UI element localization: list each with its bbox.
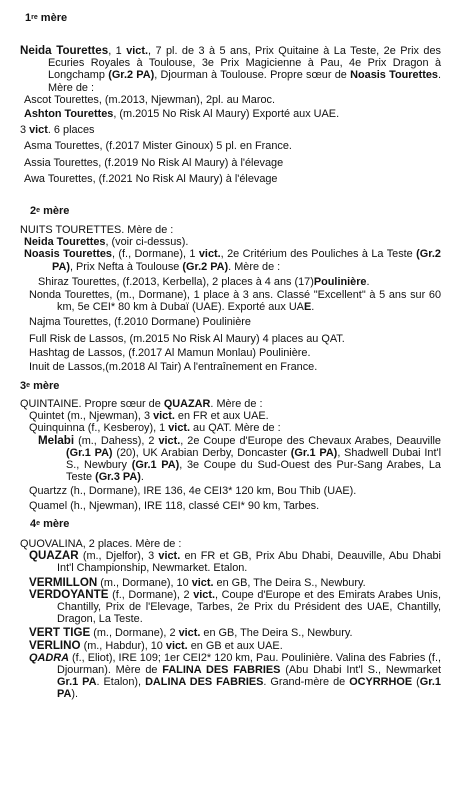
- entry-qadra: QADRA (f., Eliot), IRE 109; 1er CEI2* 120 km, Pau. Poulinière. Valina des Fabries (f., Djourman). Mère de FALINA DES FABRIES (Abu Dhabi Int'l S., Newmarket Gr.1 PA. Etalon), DALINA DES FABRIES. Grand-mère de OCYRRHOE (Gr.1 PA).: [29, 651, 441, 701]
- entry-verlino: VERLINO (m., Habdur), 10 vict. en GB et aux UAE.: [29, 638, 283, 652]
- second-dam-block: [20, 224, 441, 373]
- entry-quintet: Quintet (m., Njewman), 3 vict. en FR et aux UAE.: [29, 410, 269, 423]
- quovalina-intro: QUOVALINA, 2 places. Mère de :: [20, 538, 182, 550]
- entry-neida-ref: Neida Tourettes, (voir ci-dessus).: [24, 236, 189, 249]
- entry-asma: Asma Tourettes, (f.2017 Mister Ginoux) 5 pl. en France.: [24, 140, 292, 153]
- entry-quinquinna: Quinquinna (f., Kesberoy), 1 vict. au QAT. Mère de :: [29, 422, 281, 435]
- entry-awa: Awa Tourettes, (f.2021 No Risk Al Maury) à l'élevage: [24, 172, 278, 185]
- entry-ascot: Ascot Tourettes, (m.2013, Njewman), 2pl. au Maroc.: [24, 93, 275, 106]
- entry-quartzz: Quartzz (h., Dormane), IRE 136, 4e CEI3* 120 km, Bou Thib (UAE).: [29, 485, 357, 498]
- quintaine-intro: QUINTAINE. Propre sœur de QUAZAR. Mère de :: [20, 398, 263, 410]
- entry-shiraz: Shiraz Tourettes, (f.2013, Kerbella), 2 places à 4 ans (17)Poulinière.: [38, 275, 370, 288]
- section-heading-1: 1re mère: [25, 12, 68, 24]
- nuits-intro: NUITS TOURETTES. Mère de :: [20, 224, 174, 236]
- entry-full-risk: Full Risk de Lassos, (m.2015 No Risk Al Maury) 4 places au QAT.: [29, 332, 345, 345]
- entry-ashton: Ashton Tourettes, (m.2015 No Risk Al Maury) Exporté aux UAE.: [24, 108, 340, 121]
- section-heading-3: 3e mère: [20, 380, 60, 392]
- section-heading-2: 2e mère: [30, 205, 70, 217]
- entry-neida: Neida Tourettes, 1 vict., 7 pl. de 3 à 5 ans, Prix Quitaine à La Teste, 2e Prix des Ecuries Royales à Toulouse, 3e Prix Magicienne à Pau, 4e Prix Dragon à Longchamp (Gr.2 PA), Djourman à Toulouse. Propre sœur de Noasis Tourettes. Mère de :: [20, 44, 441, 94]
- fourth-dam-block: [20, 538, 441, 701]
- entry-verdoyante: VERDOYANTE (f., Dormane), 2 vict., Coupe d'Europe et des Emirats Arabes Unis, Chantilly, Prix de l'Elevage, Tarbes, 2e Prix du Président des UAE, Chantilly, Dragon, La Teste.: [29, 587, 442, 626]
- entry-inuit: Inuit de Lassos,(m.2018 Al Tair) A l'entraînement en France.: [29, 361, 318, 374]
- entry-noasis: Noasis Tourettes, (f., Dormane), 1 vict., 2e Critérium des Pouliches à La Teste (Gr.2 PA), Prix Nefta à Toulouse (Gr.2 PA). Mère de :: [24, 248, 441, 273]
- first-dam-block: [20, 45, 441, 185]
- entry-quamel: Quamel (h., Njewman), IRE 118, classé CEI* 90 km, Tarbes.: [29, 499, 320, 512]
- section-heading-4: 4e mère: [30, 518, 70, 530]
- entry-vert-tige: VERT TIGE (m., Dormane), 2 vict. en GB, The Deira S., Newbury.: [29, 626, 353, 640]
- entry-quazar: QUAZAR (m., Djelfor), 3 vict. en FR et GB, Prix Abu Dhabi, Deauville, Abu Dhabi Int'l Championship, Newmarket. Etalon.: [29, 549, 441, 575]
- entry-ashton-record: 3 vict. 6 places: [20, 124, 95, 137]
- entry-vermillon: VERMILLON (m., Dormane), 10 vict. en GB, The Deira S., Newbury.: [29, 575, 366, 589]
- third-dam-block: [20, 398, 441, 512]
- entry-hashtag: Hashtag de Lassos, (f.2017 Al Mamun Monlau) Poulinière.: [29, 346, 311, 359]
- entry-nonda: Nonda Tourettes, (m., Dormane), 1 place à 3 ans. Classé "Excellent" à 5 ans sur 60 km, 5e CEI* 80 km à Dubaï (UAE). Exporté aux UAE.: [29, 289, 441, 314]
- entry-assia: Assia Tourettes, (f.2019 No Risk Al Maury) à l'élevage: [24, 156, 284, 169]
- entry-melabi: Melabi (m., Dahess), 2 vict., 2e Coupe d'Europe des Chevaux Arabes, Deauville (Gr.1 PA) (20), UK Arabian Derby, Doncaster (Gr.1 PA), Shadwell Dubai Int'l S., Newbury (Gr.1 PA), 3e Coupe du Sud-Ouest des Pur-Sang Arabes, La Teste (Gr.3 PA).: [38, 433, 442, 484]
- entry-najma: Najma Tourettes, (f.2010 Dormane) Poulinière: [29, 316, 251, 329]
